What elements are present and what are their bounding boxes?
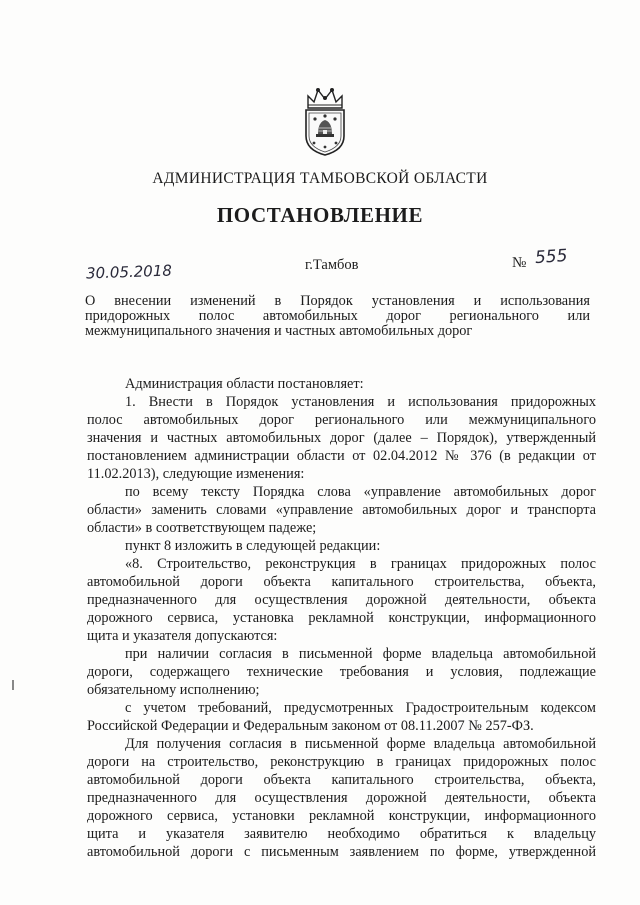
body-text-line: «8. Строительство, реконструкция в границах придорожных полос	[125, 556, 596, 572]
body-text-line: области» в соответствующем падеже;	[87, 520, 317, 536]
body-text-line: Российской Федерации и Федеральным законом от 08.11.2007 № 257-ФЗ.	[87, 718, 534, 734]
number-label: №	[512, 255, 527, 271]
subject-line: О внесении изменений в Порядок установления и использования	[85, 293, 590, 309]
body-text-line: Администрация области постановляет:	[125, 376, 364, 392]
body-text-line: полос автомобильных дорог регионального или межмуниципального	[87, 412, 596, 428]
body-text-line: предназначенного для осуществления дорожной деятельности, объекта	[87, 592, 596, 608]
body-text-line: дорожного сервиса, установка рекламной конструкции, информационного	[87, 610, 596, 626]
body-text-line: по всему тексту Порядка слова «управление автомобильных дорог	[125, 484, 596, 500]
tambov-coat-of-arms-icon	[296, 86, 354, 156]
body-text-line: 1. Внести в Порядок установления и использования придорожных	[125, 394, 596, 410]
body-text-line: щита и указателя заявителю необходимо обратиться к владельцу	[87, 826, 596, 842]
body-text-line: автомобильной дороги объекта капитального строительства, объекта,	[87, 772, 596, 788]
document-body	[87, 375, 596, 861]
agency-name: АДМИНИСТРАЦИЯ ТАМБОВСКОЙ ОБЛАСТИ	[152, 170, 488, 187]
document-subject	[85, 294, 590, 339]
body-text-line: предназначенного для осуществления дорожной деятельности, объекта	[87, 790, 596, 806]
body-text-line: обязательному исполнению;	[87, 682, 260, 698]
body-text-line: постановлением администрации области от 02.04.2012 № 376 (в редакции от	[87, 448, 596, 464]
body-text-line: автомобильной дороги с письменным заявлением по форме, утвержденной	[87, 844, 596, 860]
body-text-line: дороги, содержащего технические требования и условия, подлежащие	[87, 664, 596, 680]
body-text-line: значения и частных автомобильных дорог (далее – Порядок), утвержденный	[87, 430, 596, 446]
body-text-line: пункт 8 изложить в следующей редакции:	[125, 538, 381, 554]
handwritten-document-number: 555	[534, 245, 569, 269]
margin-mark	[12, 680, 14, 690]
document-type-title: ПОСТАНОВЛЕНИЕ	[216, 203, 424, 227]
body-text-line: дорожного сервиса, установки рекламной конструкции, информационного	[87, 808, 596, 824]
subject-line: придорожных полос автомобильных дорог регионального или	[85, 308, 590, 324]
body-text-line: 11.02.2013), следующие изменения:	[87, 466, 305, 482]
handwritten-date: 30.05.2018	[85, 261, 173, 283]
body-text-line: автомобильной дороги объекта капитального строительства, объекта,	[87, 574, 596, 590]
body-text-line: Для получения согласия в письменной форме владельца автомобильной	[125, 736, 596, 752]
body-text-line: с учетом требований, предусмотренных Градостроительным кодексом	[125, 700, 596, 716]
city-name: г.Тамбов	[305, 257, 359, 273]
body-text-line: области» заменить словами «управление автомобильных дорог и транспорта	[87, 502, 596, 518]
body-text-line: дороги на строительство, реконструкцию в границах придорожных полос	[87, 754, 596, 770]
body-text-line: при наличии согласия в письменной форме владельца автомобильной	[125, 646, 596, 662]
subject-line: межмуниципального значения и частных автомобильных дорог	[85, 323, 473, 339]
body-text-line: щита и указателя допускаются:	[87, 628, 278, 644]
